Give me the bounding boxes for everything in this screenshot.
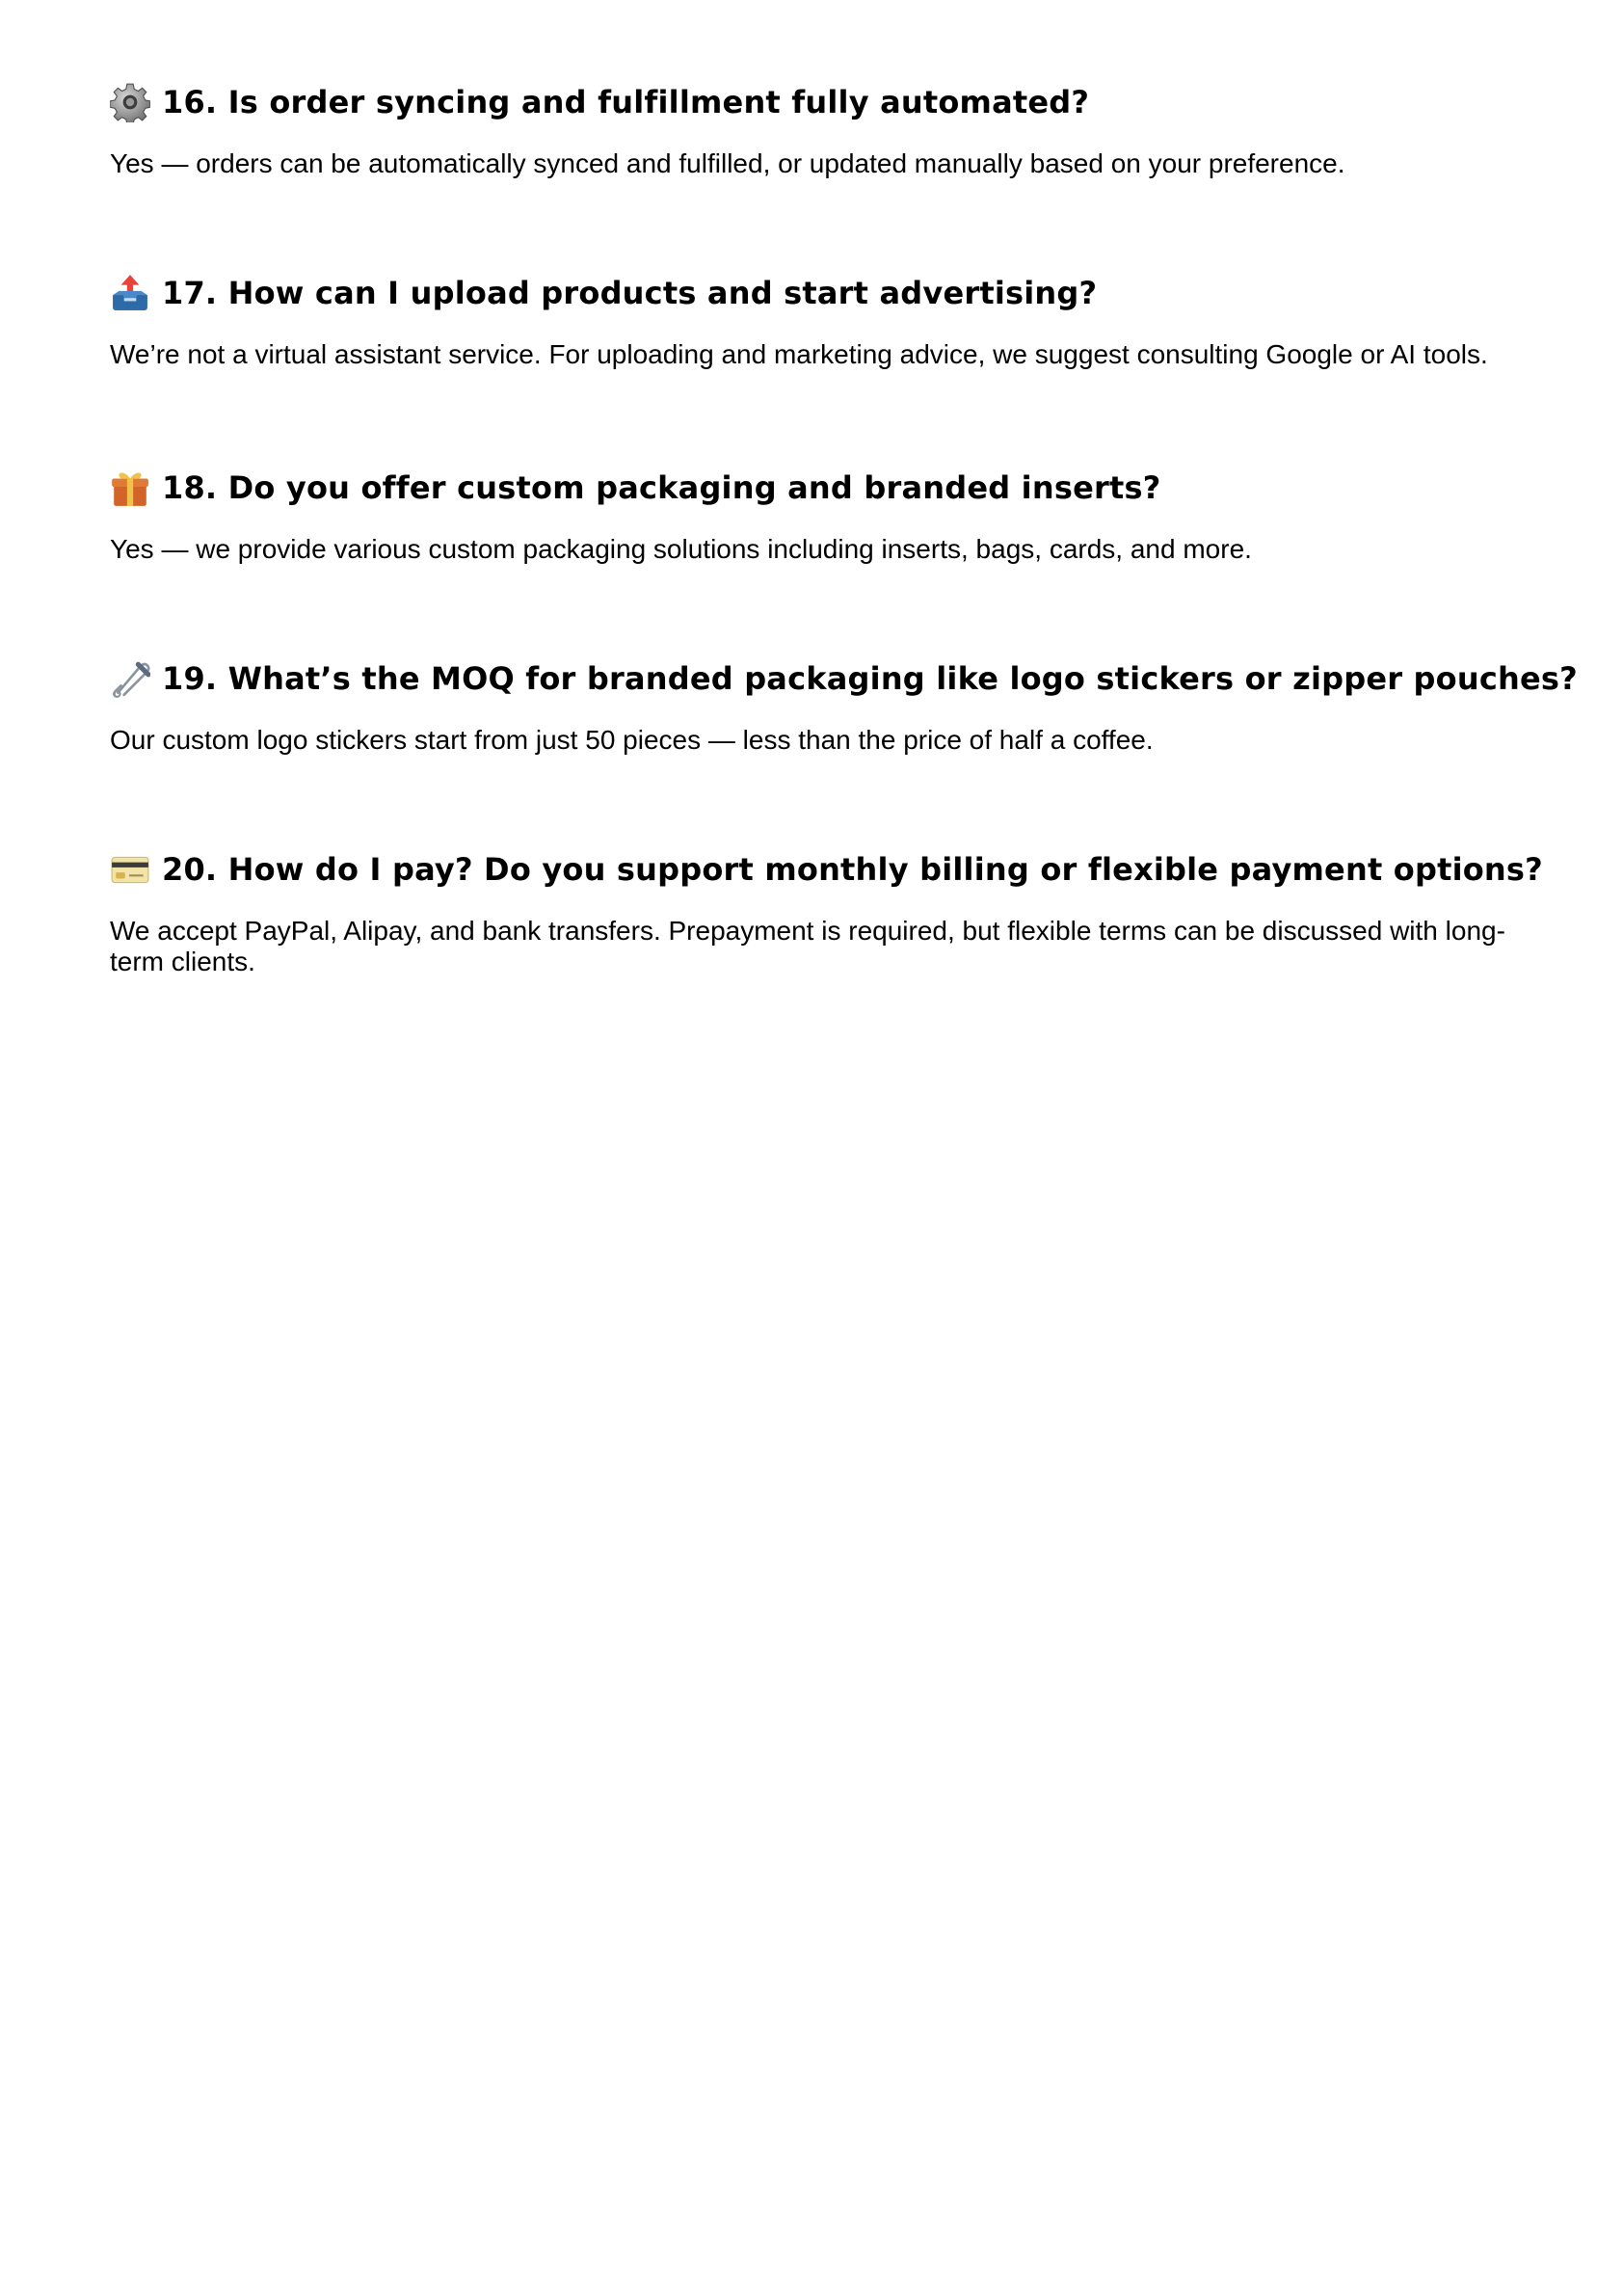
faq-item-18 — [110, 467, 1536, 564]
faq-answer: We accept PayPal, Alipay, and bank transfers. Prepayment is required, but flexible terms can be discussed with long-term clients. — [110, 916, 1505, 976]
faq-answer: Our custom logo stickers start from just 50 pieces — less than the price of half a coffee. — [110, 725, 1154, 755]
faq-answer: We’re not a virtual assistant service. For uploading and marketing advice, we suggest consulting Google or AI tools. — [110, 339, 1488, 369]
gear-icon — [110, 82, 150, 122]
faq-item-16 — [110, 81, 1536, 178]
faq-question-text: 20. How do I pay? Do you support monthly billing or flexible payment options? — [162, 851, 1543, 888]
faq-answer: Yes — we provide various custom packaging solutions including inserts, bags, cards, and more. — [110, 534, 1252, 564]
faq-question-text: 17. How can I upload products and start advertising? — [162, 275, 1098, 311]
outbox-tray-icon — [110, 273, 150, 313]
faq-question — [110, 848, 1543, 891]
faq-question-text: 18. Do you offer custom packaging and branded inserts? — [162, 469, 1161, 506]
faq-question — [110, 81, 1536, 123]
faq-answer: Yes — orders can be automatically synced and fulfilled, or updated manually based on your preference. — [110, 148, 1345, 178]
faq-item-17 — [110, 272, 1536, 369]
gift-icon — [110, 467, 150, 508]
faq-question — [110, 657, 1578, 700]
faq-question-text: 19. What’s the MOQ for branded packaging like logo stickers or zipper pouches? — [162, 660, 1578, 697]
credit-card-icon — [110, 849, 150, 890]
faq-question — [110, 467, 1536, 509]
faq-item-20 — [110, 848, 1543, 976]
faq-item-19 — [110, 657, 1578, 755]
safety-pin-icon — [110, 658, 150, 699]
faq-question-text: 16. Is order syncing and fulfillment fully automated? — [162, 84, 1090, 120]
faq-question — [110, 272, 1536, 314]
